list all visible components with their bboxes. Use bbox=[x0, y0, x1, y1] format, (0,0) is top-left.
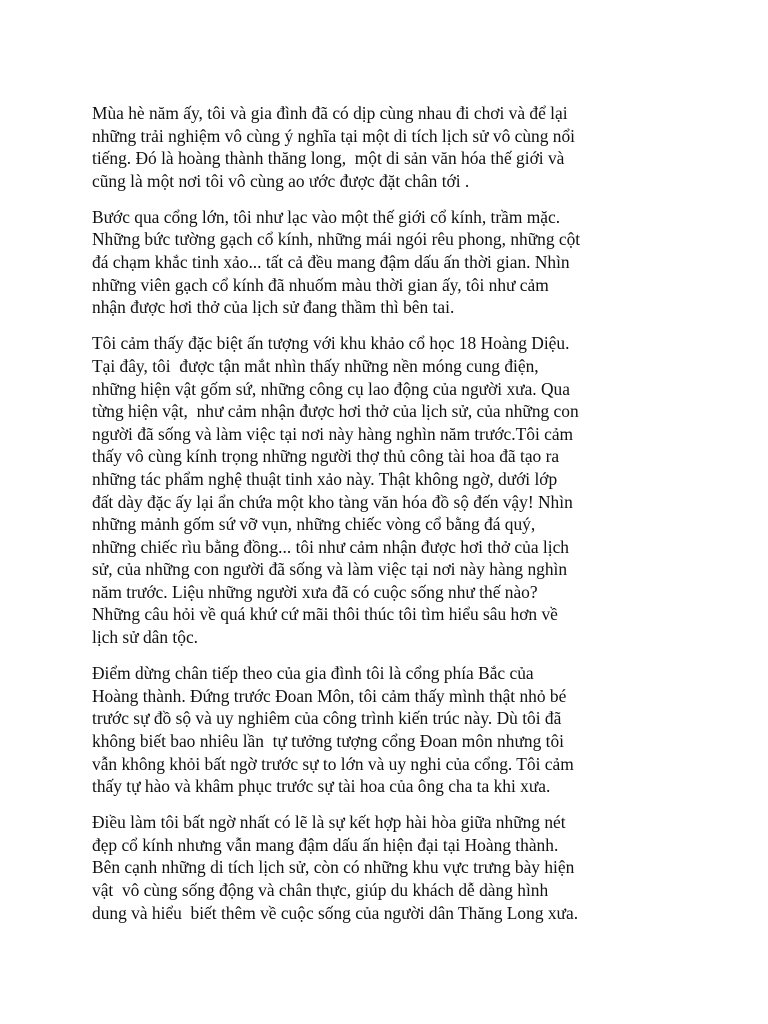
text-line: tiếng. Đó là hoàng thành thăng long, một di sản văn hóa thế giới và bbox=[92, 148, 565, 169]
text-line: trước sự đồ sộ và uy nghiêm của công trình kiến trúc này. Dù tôi đã bbox=[92, 708, 562, 729]
text-line: sử, của những con người đã sống và làm việc tại nơi này hàng nghìn bbox=[92, 559, 568, 580]
text-line: đẹp cổ kính nhưng vẫn mang đậm dấu ấn hiện đại tại Hoàng thành. bbox=[92, 834, 559, 855]
text-line: thấy tự hào và khâm phục trước sự tài hoa của ông cha ta khi xưa. bbox=[92, 776, 551, 797]
text-line: Những bức tường gạch cổ kính, những mái ngói rêu phong, những cột bbox=[92, 229, 581, 250]
paragraph-1 bbox=[92, 102, 732, 192]
paragraph-4 bbox=[92, 662, 732, 798]
text-line: Những câu hỏi về quá khứ cứ mãi thôi thúc tôi tìm hiểu sâu hơn về bbox=[92, 604, 558, 625]
text-line: Bên cạnh những di tích lịch sử, còn có những khu vực trưng bày hiện bbox=[92, 857, 575, 878]
text-line: Mùa hè năm ấy, tôi và gia đình đã có dịp cùng nhau đi chơi và để lại bbox=[92, 103, 568, 123]
text-line: nhận được hơi thở của lịch sử đang thầm thì bên tai. bbox=[92, 297, 455, 318]
paragraph-2 bbox=[92, 206, 732, 319]
text-line: những viên gạch cổ kính đã nhuốm màu thời gian ấy, tôi như cảm bbox=[92, 274, 549, 295]
paragraph-5 bbox=[92, 811, 732, 924]
text-line: dung và hiểu biết thêm về cuộc sống của người dân Thăng Long xưa. bbox=[92, 902, 579, 923]
text-line: thấy vô cùng kính trọng những người thợ thủ công tài hoa đã tạo ra bbox=[92, 446, 560, 467]
text-line: vật vô cùng sống động và chân thực, giúp du khách dễ dàng hình bbox=[92, 880, 549, 900]
text-line: những hiện vật gốm sứ, những công cụ lao động của người xưa. Qua bbox=[92, 378, 570, 399]
text-line: Điều làm tôi bất ngờ nhất có lẽ là sự kết hợp hài hòa giữa những nét bbox=[92, 812, 566, 833]
text-line: Bước qua cổng lớn, tôi như lạc vào một thế giới cổ kính, trầm mặc. bbox=[92, 206, 561, 227]
text-line: không biết bao nhiêu lần tự tưởng tượng cổng Đoan môn nhưng tôi bbox=[92, 730, 564, 751]
text-line: người đã sống và làm việc tại nơi này hàng nghìn năm trước.Tôi cảm bbox=[92, 423, 574, 444]
text-line: Tôi cảm thấy đặc biệt ấn tượng với khu khảo cổ học 18 Hoàng Diệu. bbox=[92, 333, 570, 354]
text-line: đá chạm khắc tinh xảo... tất cả đều mang đậm dấu ấn thời gian. Nhìn bbox=[92, 252, 570, 273]
text-line: Hoàng thành. Đứng trước Đoan Môn, tôi cảm thấy mình thật nhỏ bé bbox=[92, 685, 567, 706]
paragraph-3 bbox=[92, 332, 732, 648]
text-line: từng hiện vật, như cảm nhận được hơi thở của lịch sử, của những con bbox=[92, 401, 579, 422]
text-line: lịch sử dân tộc. bbox=[92, 627, 199, 648]
text-line: những tác phẩm nghệ thuật tinh xảo này. Thật không ngờ, dưới lớp bbox=[92, 468, 558, 489]
text-line: những trải nghiệm vô cùng ý nghĩa tại một di tích lịch sử vô cùng nổi bbox=[92, 125, 576, 146]
text-line: đất dày đặc ấy lại ẩn chứa một kho tàng văn hóa đồ sộ đến vậy! Nhìn bbox=[92, 491, 573, 512]
text-line: những mảnh gốm sứ vỡ vụn, những chiếc vòng cổ bằng đá quý, bbox=[92, 514, 536, 535]
document-body bbox=[92, 102, 732, 938]
text-line: cũng là một nơi tôi vô cùng ao ước được đặt chân tới . bbox=[92, 170, 470, 191]
text-line: Điểm dừng chân tiếp theo của gia đình tôi là cổng phía Bắc của bbox=[92, 663, 534, 684]
text-line: những chiếc rìu bằng đồng... tôi như cảm nhận được hơi thở của lịch bbox=[92, 536, 569, 557]
text-line: Tại đây, tôi được tận mắt nhìn thấy những nền móng cung điện, bbox=[92, 355, 539, 376]
text-line: năm trước. Liệu những người xưa đã có cuộc sống như thế nào? bbox=[92, 581, 538, 602]
text-line: vẫn không khỏi bất ngờ trước sự to lớn và uy nghi của cổng. Tôi cảm bbox=[92, 753, 574, 774]
